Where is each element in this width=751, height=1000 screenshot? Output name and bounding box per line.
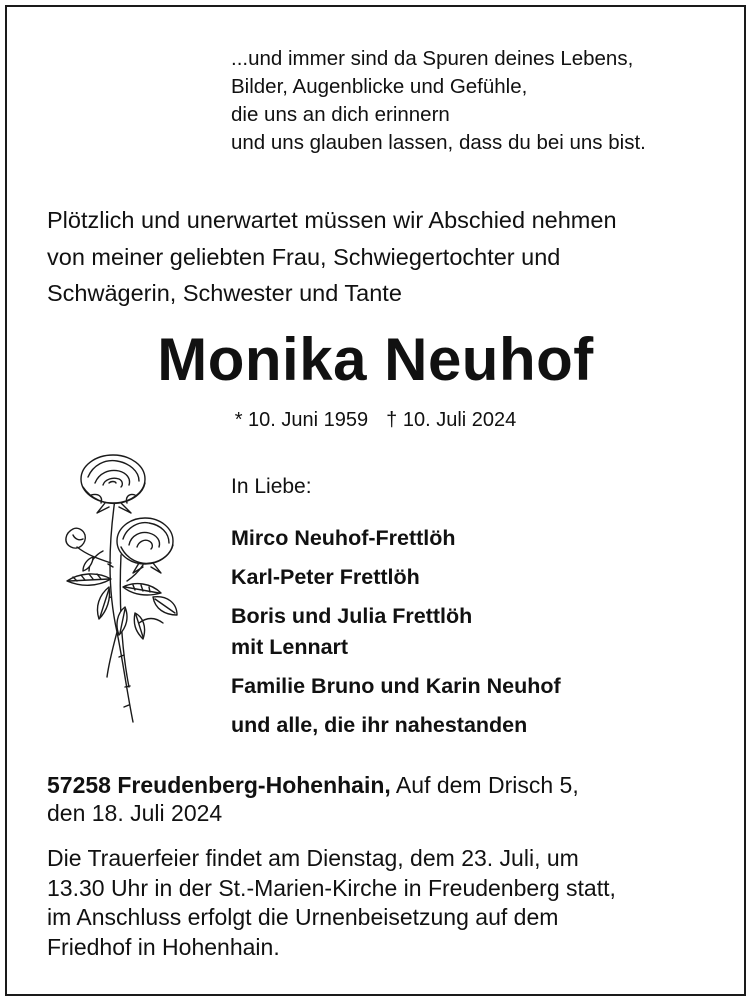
poem-line: Bilder, Augenblicke und Gefühle, [231,75,528,98]
poem-line: und uns glauben lassen, dass du bei uns bist. [231,131,646,154]
mourner-name: mit Lennart [231,635,349,659]
mourner-name: und alle, die ihr nahestanden [231,713,528,737]
mourner-name: Mirco Neuhof-Frettlöh [231,526,456,550]
in-liebe-label: In Liebe: [231,475,312,498]
poem-line: die uns an dich erinnern [231,103,450,126]
obituary-notice [5,5,746,996]
rose-icon [43,447,183,732]
mourner-name: Familie Bruno und Karin Neuhof [231,674,561,698]
mourner-name: Boris und Julia Frettlöh [231,604,473,628]
address-place: 57258 Freudenberg-Hohenhain, [47,772,391,798]
birth-date: * 10. Juni 1959 [234,409,369,431]
deceased-name: Monika Neuhof [157,326,594,393]
intro-line: Schwägerin, Schwester und Tante [47,280,402,306]
service-line: Die Trauerfeier findet am Dienstag, dem 23. Juli, um [47,845,579,871]
memorial-poem [231,45,646,157]
mourners-list [231,523,561,749]
notice-date: den 18. Juli 2024 [47,800,223,826]
address-line [47,771,579,799]
death-date: † 10. Juli 2024 [386,409,517,431]
intro-line: Plötzlich und unerwartet müssen wir Abschied nehmen [47,207,617,233]
service-line: im Anschluss erfolgt die Urnenbeisetzung auf dem [47,904,559,930]
life-dates [7,407,744,433]
service-line: 13.30 Uhr in der St.-Marien-Kirche in Freudenberg statt, [47,874,616,901]
intro-line: von meiner geliebten Frau, Schwiegertochter und [47,243,561,270]
address-street: Auf dem Drisch 5, [390,772,579,798]
poem-line: ...und immer sind da Spuren deines Lebens, [231,47,634,70]
service-line: Friedhof in Hohenhain. [47,933,280,960]
intro-text [47,202,617,312]
address-block [47,771,579,827]
mourner-name: Karl-Peter Frettlöh [231,565,420,589]
service-info [47,844,616,962]
